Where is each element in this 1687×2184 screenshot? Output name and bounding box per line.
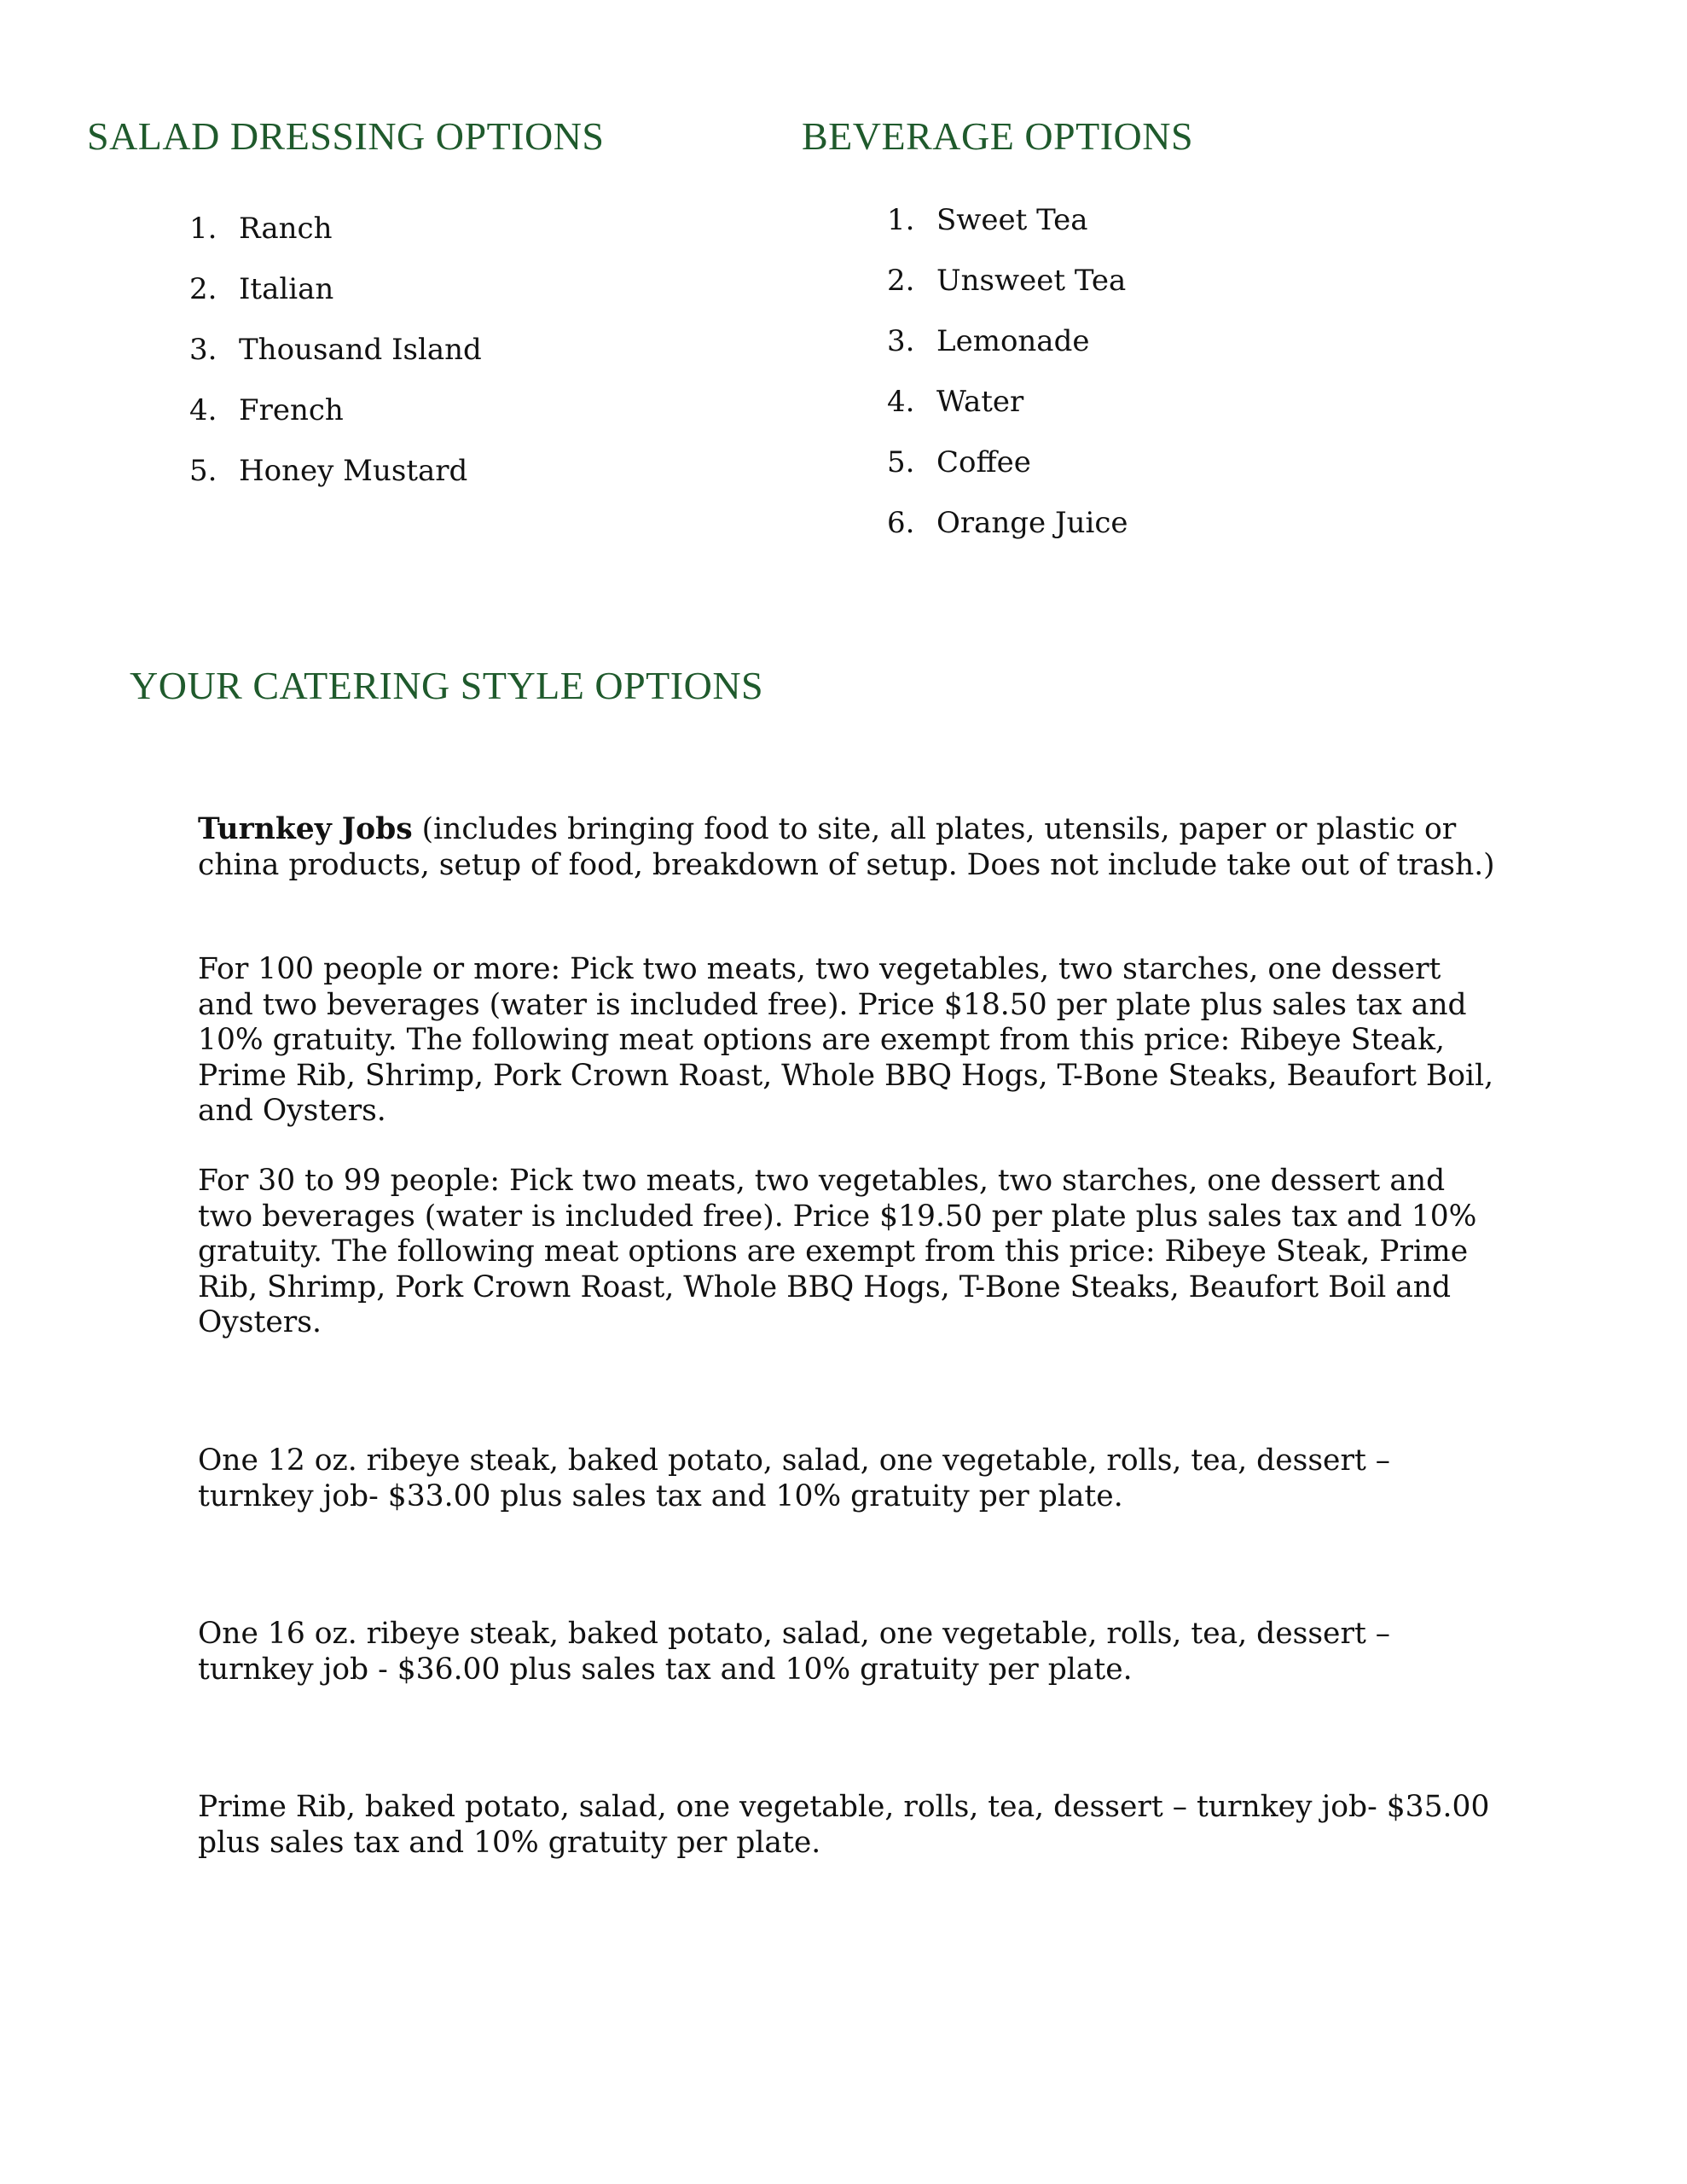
- item-label: French: [239, 393, 344, 427]
- item-label: Lemonade: [936, 324, 1090, 358]
- list-item: [189, 259, 482, 320]
- item-label: Honey Mustard: [239, 454, 468, 488]
- list-item: [887, 311, 1128, 372]
- item-number: 4.: [887, 385, 915, 419]
- item-label: Thousand Island: [239, 333, 482, 367]
- item-number: 1.: [887, 203, 915, 237]
- turnkey-jobs-description: (includes bringing food to site, all plates, utensils, paper or plastic or china products, setup of food, breakdown of setup. Does not include take out of trash.): [198, 812, 1495, 882]
- list-item: [887, 372, 1128, 433]
- list-item: [887, 190, 1128, 251]
- list-item: [189, 441, 482, 502]
- item-number: 5.: [189, 454, 217, 488]
- list-item: [189, 320, 482, 380]
- turnkey-jobs-title: Turnkey Jobs: [198, 812, 413, 846]
- prime-rib-paragraph: Prime Rib, baked potato, salad, one vegetable, rolls, tea, dessert – turnkey job- $35.00 plus sales tax and 10% gratuity per plate.: [198, 1790, 1490, 1860]
- list-item: [189, 380, 482, 441]
- catering-style-heading: YOUR CATERING STYLE OPTIONS: [130, 664, 764, 707]
- item-number: 6.: [887, 506, 915, 540]
- list-item: [887, 433, 1128, 493]
- item-label: Italian: [239, 272, 334, 306]
- item-label: Sweet Tea: [936, 203, 1088, 237]
- item-number: 2.: [887, 264, 915, 298]
- turnkey-jobs-paragraph: [198, 812, 1503, 883]
- item-label: Ranch: [239, 212, 333, 246]
- salad-dressing-list: [189, 199, 482, 502]
- item-number: 3.: [887, 324, 915, 358]
- item-label: Coffee: [936, 445, 1031, 479]
- pricing-30-to-99-paragraph: For 30 to 99 people: Pick two meats, two vegetables, two starches, one dessert and two beverages (water is included free). Price $19.50 per plate plus sales tax and 10% gratuity. The following meat options are exempt from this price: Ribeye Steak, Prime Rib, Shrimp, Pork Crown Roast, Whole BBQ Hogs, T-Bone Steaks, Beaufort Boil and Oysters.: [198, 1164, 1477, 1339]
- item-number: 1.: [189, 212, 217, 246]
- pricing-100-plus-paragraph: For 100 people or more: Pick two meats, two vegetables, two starches, one dessert and two beverages (water is included free). Price $18.50 per plate plus sales tax and 10% gratuity. The following meat options are exempt from this price: Ribeye Steak, Prime Rib, Shrimp, Pork Crown Roast, Whole BBQ Hogs, T-Bone Steaks, Beaufort Boil, and Oysters.: [198, 952, 1494, 1128]
- list-item: [887, 251, 1128, 311]
- beverage-heading: BEVERAGE OPTIONS: [802, 114, 1194, 158]
- list-item: [189, 199, 482, 259]
- item-number: 2.: [189, 272, 217, 306]
- item-number: 4.: [189, 393, 217, 427]
- ribeye-16oz-paragraph: One 16 oz. ribeye steak, baked potato, salad, one vegetable, rolls, tea, dessert – turnkey job - $36.00 plus sales tax and 10% gratuity per plate.: [198, 1617, 1391, 1687]
- salad-dressing-heading: SALAD DRESSING OPTIONS: [87, 114, 605, 158]
- item-number: 5.: [887, 445, 915, 479]
- item-label: Water: [936, 385, 1024, 419]
- beverage-list: [887, 190, 1128, 554]
- ribeye-12oz-paragraph: One 12 oz. ribeye steak, baked potato, salad, one vegetable, rolls, tea, dessert – turnkey job- $33.00 plus sales tax and 10% gratuity per plate.: [198, 1443, 1391, 1513]
- item-label: Unsweet Tea: [936, 264, 1127, 298]
- item-label: Orange Juice: [936, 506, 1128, 540]
- list-item: [887, 493, 1128, 554]
- item-number: 3.: [189, 333, 217, 367]
